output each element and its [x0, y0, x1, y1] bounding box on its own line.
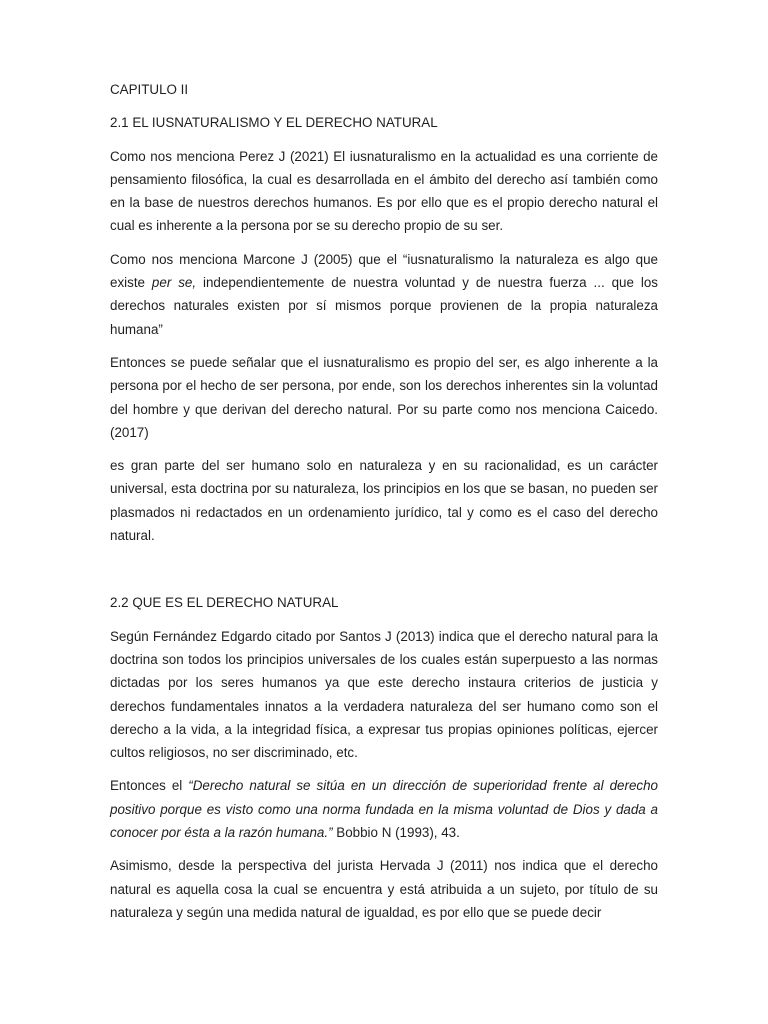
section-1-paragraph-3: Entonces se puede señalar que el iusnaturalismo es propio del ser, es algo inherente a la persona por el hecho de ser persona, por ende, son los derechos inherentes sin la voluntad del hombre y que derivan del derecho natural. Por su parte como nos menciona Caicedo. (2017) [110, 354, 658, 440]
section-2-paragraph-1: Según Fernández Edgardo citado por Santos J (2013) indica que el derecho natural para la doctrina son todos los principios universales de los cuales están superpuesto a las normas dictadas por los seres humanos ya que este derecho instaura criterios de justicia y derechos fundamentales innatos a la verdadera naturaleza del ser humano como son el derecho a la vida, a la integridad física, a expresar tus propias opiniones políticas, ejercer cultos religiosos, no ser discriminado, etc. [110, 628, 658, 761]
section-1-paragraph-1: Como nos menciona Perez J (2021) El iusnaturalismo en la actualidad es una corriente de pensamiento filosófica, la cual es desarrollada en el ámbito del derecho así también como en la base de nuestros derechos humanos. Es por ello que es el propio derecho natural el cual es inherente a la persona por se su derecho propio de su ser. [110, 148, 658, 234]
section-2-title: 2.2 QUE ES EL DERECHO NATURAL [110, 595, 339, 611]
section-2-paragraph-2 [110, 774, 658, 844]
document-page [110, 78, 658, 934]
section-1-paragraph-4: es gran parte del ser humano solo en naturaleza y en su racionalidad, es un carácter universal, esta doctrina por su naturaleza, los principios en los que se basan, no pueden ser plasmados ni redactados en un ordenamiento jurídico, tal y como es el caso del derecho natural. [110, 458, 658, 544]
citation-text: Bobbio N (1993), 43. [332, 825, 460, 841]
paragraph-text: Como nos menciona Marcone J (2005) que el “iusnaturalismo la naturaleza es algo que existe [110, 251, 658, 291]
section-1-paragraph-2 [110, 248, 658, 341]
paragraph-text: Entonces el [110, 778, 189, 794]
chapter-title: CAPITULO II [110, 82, 189, 97]
section-2-paragraph-3: Asimismo, desde la perspectiva del jurista Hervada J (2011) nos indica que el derecho natural es aquella cosa la cual se encuentra y está atribuida a un sujeto, por título de su naturaleza y según una medida natural de igualdad, es por ello que se puede decir [110, 858, 658, 920]
section-1-title: 2.1 EL IUSNATURALISMO Y EL DERECHO NATURAL [110, 115, 438, 131]
italic-quote: “Derecho natural se sitúa en un dirección de superioridad frente al derecho positivo porque es visto como una norma fundada en la misma voluntad de Dios y dada a conocer por ésta a la razón humana.” [110, 778, 658, 841]
italic-text: per se, [151, 275, 197, 291]
paragraph-text: independientemente de nuestra voluntad y de nuestra fuerza ... que los derechos naturales existen por sí mismos porque provienen de la propia naturaleza humana” [110, 275, 659, 337]
section-spacer [110, 557, 658, 591]
